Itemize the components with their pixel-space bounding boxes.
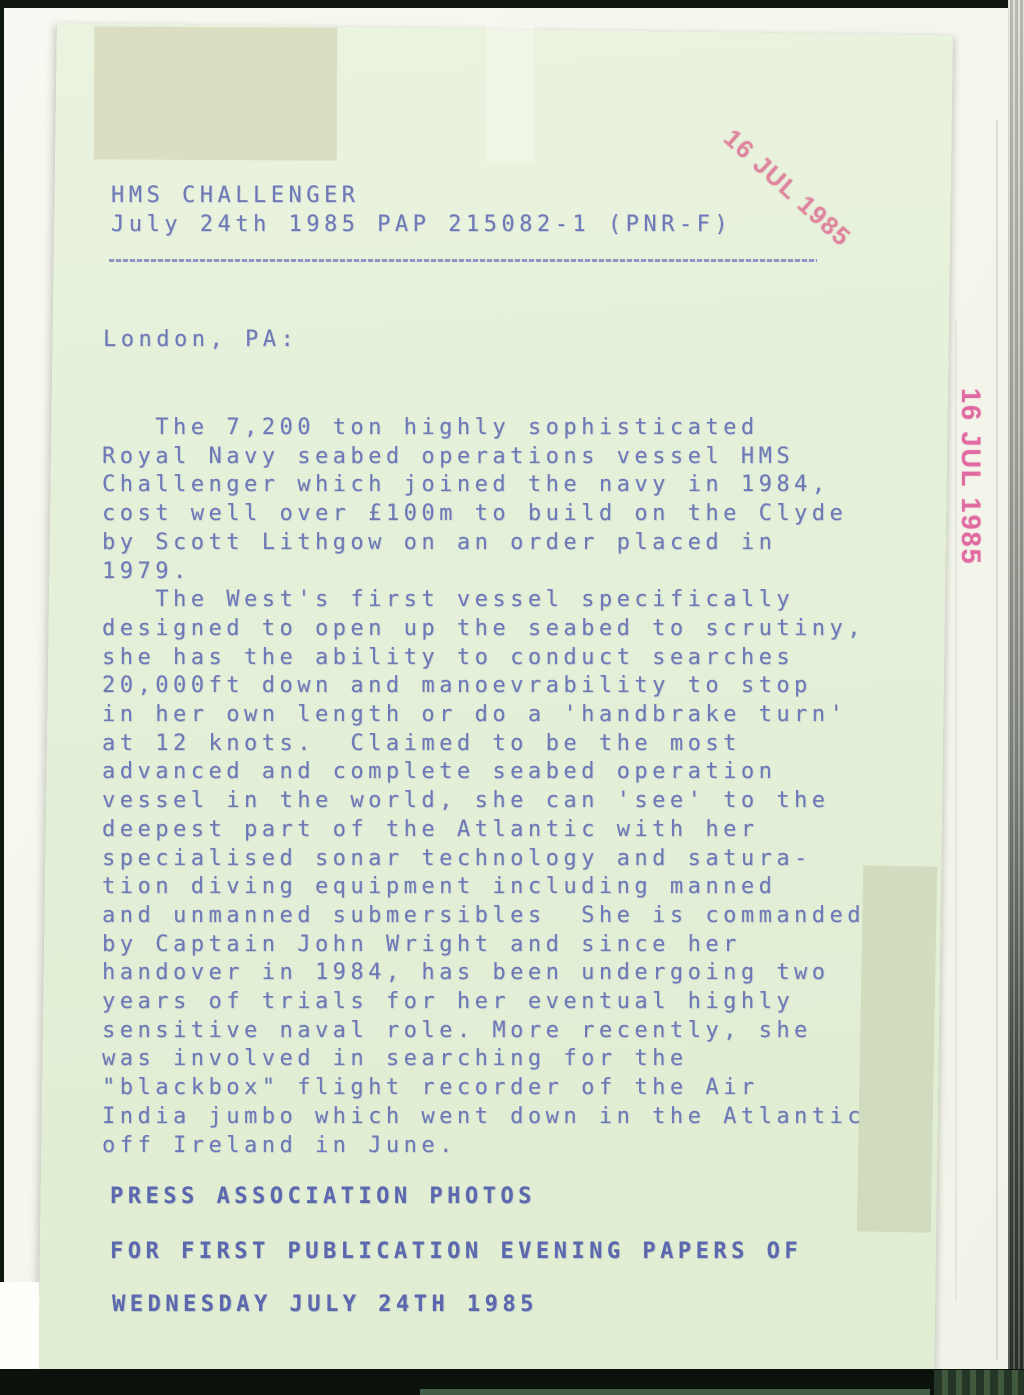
body-line: handover in 1984, has been undergoing two <box>102 960 830 986</box>
body-line: 20,000ft down and manoevrability to stop <box>102 673 812 699</box>
body-line: 1979. <box>102 558 191 584</box>
footer-line-agency: PRESS ASSOCIATION PHOTOS <box>110 1184 536 1209</box>
caption-body <box>102 414 865 1160</box>
photo-border-bottom-streak <box>420 1389 930 1395</box>
dateline: London, PA: <box>103 327 299 352</box>
body-line: off Ireland in June. <box>102 1132 457 1158</box>
body-line: by Captain John Wright and since her <box>102 931 741 957</box>
caption-reference: July 24th 1985 PAP 215082-1 (PNR-F) <box>111 212 733 237</box>
photo-border-bottom-corner <box>934 1370 1024 1395</box>
body-line: specialised sonar technology and satura- <box>102 845 812 871</box>
body-line: was involved in searching for the <box>102 1046 688 1072</box>
body-line: tion diving equipment including manned <box>102 874 777 900</box>
paper-crease <box>996 120 998 1360</box>
typed-divider <box>109 259 817 262</box>
date-stamp-vertical: 16 JUL 1985 <box>956 388 986 566</box>
tape-patch-right <box>857 865 937 1232</box>
body-line: in her own length or do a 'handbrake turn' <box>102 702 848 728</box>
body-line: Challenger which joined the navy in 1984, <box>102 472 830 498</box>
caption-title: HMS CHALLENGER <box>111 183 360 208</box>
body-line: deepest part of the Atlantic with her <box>102 816 759 842</box>
film-edge-strip <box>1008 0 1024 1395</box>
body-line: "blackbox" flight recorder of the Air <box>102 1075 759 1101</box>
body-line: vessel in the world, she can 'see' to the <box>102 788 830 814</box>
body-line: years of trials for her eventual highly <box>102 989 795 1015</box>
body-line: she has the ability to conduct searches <box>102 644 795 670</box>
body-line: and unmanned submersibles She is commanded <box>102 902 866 928</box>
body-line: sensitive naval role. More recently, she <box>102 1017 812 1043</box>
body-line: by Scott Lithgow on an order placed in <box>102 529 777 555</box>
body-line: Royal Navy seabed operations vessel HMS <box>102 443 795 469</box>
tape-patch-top-center <box>486 25 534 163</box>
body-line: The West's first vessel specifically <box>102 587 795 613</box>
tape-patch-top-left <box>94 26 338 160</box>
body-line: at 12 knots. Claimed to be the most <box>102 730 741 756</box>
photo-border-white-square <box>0 1282 39 1369</box>
body-line: cost well over £100m to build on the Clyde <box>102 501 848 527</box>
body-line: India jumbo which went down in the Atlantic <box>102 1103 866 1129</box>
body-line: advanced and complete seabed operation <box>102 759 777 785</box>
body-line: The 7,200 ton highly sophisticated <box>102 415 759 440</box>
body-line: designed to open up the seabed to scrutiny, <box>102 615 866 641</box>
footer-line-date: WEDNESDAY JULY 24TH 1985 <box>112 1292 538 1317</box>
date-stamp-diagonal: 16 JUL 1985 <box>718 124 857 253</box>
footer-line-publication: FOR FIRST PUBLICATION EVENING PAPERS OF <box>110 1239 803 1264</box>
